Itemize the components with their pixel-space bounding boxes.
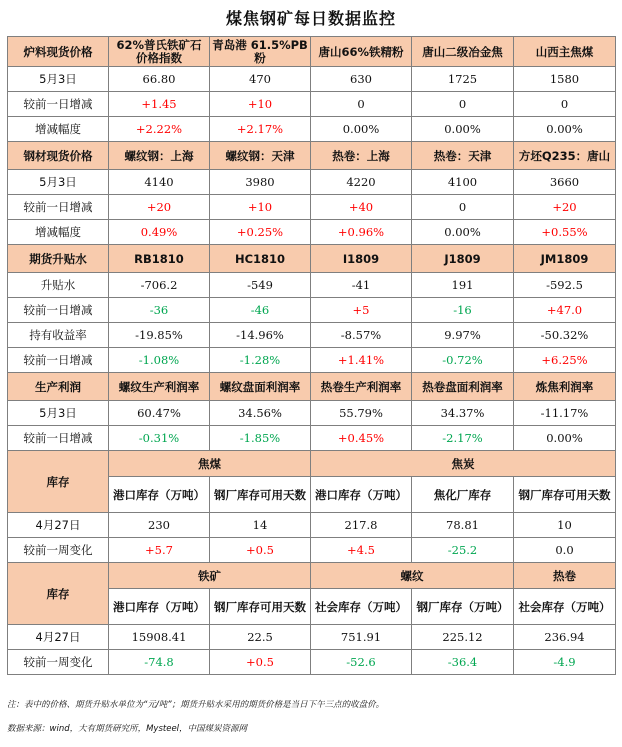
table-row bbox=[8, 117, 616, 142]
value-cell: 22.5 bbox=[210, 625, 311, 650]
value-cell: -0.31% bbox=[109, 426, 210, 451]
value-cell: 191 bbox=[412, 273, 514, 298]
header-cell: 生产利润 bbox=[8, 373, 109, 401]
value-cell: +0.25% bbox=[210, 220, 311, 245]
value-cell: 0.00% bbox=[514, 426, 616, 451]
value-cell: -11.17% bbox=[514, 401, 616, 426]
group-header-rebar: 螺纹 bbox=[311, 563, 514, 589]
value-cell: 0.0 bbox=[514, 538, 616, 563]
row-label: 较前一日增减 bbox=[8, 92, 109, 117]
header-cell: 炉料现货价格 bbox=[8, 37, 109, 67]
section-header-raw bbox=[8, 37, 616, 67]
value-cell: -4.9 bbox=[514, 650, 616, 675]
subheader-cell: 焦化厂库存 bbox=[412, 477, 514, 513]
table-row bbox=[8, 401, 616, 426]
value-cell: +10 bbox=[210, 92, 311, 117]
row-label: 升贴水 bbox=[8, 273, 109, 298]
value-cell: +0.55% bbox=[514, 220, 616, 245]
value-cell: 0 bbox=[311, 92, 412, 117]
header-cell: 期货升贴水 bbox=[8, 245, 109, 273]
inventory-label: 库存 bbox=[8, 451, 109, 513]
value-cell: -36.4 bbox=[412, 650, 514, 675]
value-cell: -1.08% bbox=[109, 348, 210, 373]
value-cell: +20 bbox=[109, 195, 210, 220]
row-label: 增减幅度 bbox=[8, 220, 109, 245]
header-cell: 唐山66%铁精粉 bbox=[311, 37, 412, 67]
value-cell: -706.2 bbox=[109, 273, 210, 298]
row-label: 较前一日增减 bbox=[8, 348, 109, 373]
subheader-cell: 钢厂库存可用天数 bbox=[210, 589, 311, 625]
subheader-cell: 钢厂库存可用天数 bbox=[210, 477, 311, 513]
table-row bbox=[8, 220, 616, 245]
data-monitor-table bbox=[7, 36, 616, 675]
table-row bbox=[8, 426, 616, 451]
table-row bbox=[8, 323, 616, 348]
value-cell: +0.45% bbox=[311, 426, 412, 451]
header-cell: 青岛港 61.5%PB粉 bbox=[210, 37, 311, 67]
value-cell: +20 bbox=[514, 195, 616, 220]
value-cell: -8.57% bbox=[311, 323, 412, 348]
value-cell: 66.80 bbox=[109, 67, 210, 92]
value-cell: 751.91 bbox=[311, 625, 412, 650]
inventory-group-header bbox=[8, 451, 616, 477]
row-label: 增减幅度 bbox=[8, 117, 109, 142]
value-cell: 0.00% bbox=[311, 117, 412, 142]
section-header-profit bbox=[8, 373, 616, 401]
header-cell: RB1810 bbox=[109, 245, 210, 273]
value-cell: 3980 bbox=[210, 170, 311, 195]
section-header-steel bbox=[8, 142, 616, 170]
footnote: 注：表中的价格、期货升贴水单位为“元/吨”；期货升贴水采用的期货价格是当日下午三点的收盘价。 bbox=[7, 700, 385, 710]
value-cell: 78.81 bbox=[412, 513, 514, 538]
header-cell: HC1810 bbox=[210, 245, 311, 273]
row-label: 5月3日 bbox=[8, 67, 109, 92]
value-cell: 4140 bbox=[109, 170, 210, 195]
value-cell: -592.5 bbox=[514, 273, 616, 298]
subheader-cell: 钢厂库存可用天数 bbox=[514, 477, 616, 513]
value-cell: -46 bbox=[210, 298, 311, 323]
value-cell: 3660 bbox=[514, 170, 616, 195]
header-cell: 热卷：天津 bbox=[412, 142, 514, 170]
header-cell: 螺纹钢：上海 bbox=[109, 142, 210, 170]
subheader-cell: 港口库存（万吨） bbox=[109, 477, 210, 513]
value-cell: 225.12 bbox=[412, 625, 514, 650]
group-header-hrc: 热卷 bbox=[514, 563, 616, 589]
table-row bbox=[8, 513, 616, 538]
value-cell: 1725 bbox=[412, 67, 514, 92]
table-row bbox=[8, 538, 616, 563]
value-cell: +47.0 bbox=[514, 298, 616, 323]
value-cell: -74.8 bbox=[109, 650, 210, 675]
row-label: 较前一日增减 bbox=[8, 426, 109, 451]
value-cell: 236.94 bbox=[514, 625, 616, 650]
value-cell: +0.5 bbox=[210, 538, 311, 563]
value-cell: +6.25% bbox=[514, 348, 616, 373]
value-cell: 0.00% bbox=[514, 117, 616, 142]
data-source: 数据来源：wind，大有期货研究所，Mysteel，中国煤炭资源网 bbox=[7, 724, 248, 734]
value-cell: 0 bbox=[514, 92, 616, 117]
row-label: 较前一周变化 bbox=[8, 650, 109, 675]
subheader-cell: 港口库存（万吨） bbox=[109, 589, 210, 625]
row-label: 较前一日增减 bbox=[8, 298, 109, 323]
value-cell: 9.97% bbox=[412, 323, 514, 348]
header-cell: JM1809 bbox=[514, 245, 616, 273]
value-cell: +2.17% bbox=[210, 117, 311, 142]
value-cell: 4220 bbox=[311, 170, 412, 195]
header-cell: 螺纹盘面利润率 bbox=[210, 373, 311, 401]
header-cell: 炼焦利润率 bbox=[514, 373, 616, 401]
value-cell: 230 bbox=[109, 513, 210, 538]
header-cell: J1809 bbox=[412, 245, 514, 273]
value-cell: 0 bbox=[412, 195, 514, 220]
value-cell: 630 bbox=[311, 67, 412, 92]
value-cell: 1580 bbox=[514, 67, 616, 92]
table-row bbox=[8, 298, 616, 323]
value-cell: +5 bbox=[311, 298, 412, 323]
subheader-cell: 港口库存（万吨） bbox=[311, 477, 412, 513]
value-cell: 0 bbox=[412, 92, 514, 117]
group-header-iron-ore: 铁矿 bbox=[109, 563, 311, 589]
table-row bbox=[8, 92, 616, 117]
section-header-futures bbox=[8, 245, 616, 273]
value-cell: -50.32% bbox=[514, 323, 616, 348]
table-row bbox=[8, 625, 616, 650]
header-cell: 螺纹钢：天津 bbox=[210, 142, 311, 170]
value-cell: -52.6 bbox=[311, 650, 412, 675]
row-label: 较前一日增减 bbox=[8, 195, 109, 220]
row-label: 4月27日 bbox=[8, 513, 109, 538]
table-row bbox=[8, 650, 616, 675]
page-title: 煤焦钢矿每日数据监控 bbox=[225, 9, 396, 28]
value-cell: 55.79% bbox=[311, 401, 412, 426]
header-cell: I1809 bbox=[311, 245, 412, 273]
value-cell: 34.37% bbox=[412, 401, 514, 426]
inventory-group-header bbox=[8, 563, 616, 589]
value-cell: +0.5 bbox=[210, 650, 311, 675]
value-cell: +40 bbox=[311, 195, 412, 220]
header-cell: 唐山二级冶金焦 bbox=[412, 37, 514, 67]
group-header-coke: 焦炭 bbox=[311, 451, 616, 477]
value-cell: -41 bbox=[311, 273, 412, 298]
subheader-cell: 社会库存（万吨） bbox=[311, 589, 412, 625]
row-label: 较前一周变化 bbox=[8, 538, 109, 563]
inventory-label: 库存 bbox=[8, 563, 109, 625]
value-cell: -19.85% bbox=[109, 323, 210, 348]
value-cell: 0.00% bbox=[412, 117, 514, 142]
value-cell: +1.41% bbox=[311, 348, 412, 373]
row-label: 持有收益率 bbox=[8, 323, 109, 348]
value-cell: -14.96% bbox=[210, 323, 311, 348]
subheader-cell: 钢厂库存（万吨） bbox=[412, 589, 514, 625]
header-cell: 方坯Q235：唐山 bbox=[514, 142, 616, 170]
value-cell: -0.72% bbox=[412, 348, 514, 373]
value-cell: +1.45 bbox=[109, 92, 210, 117]
header-cell: 热卷：上海 bbox=[311, 142, 412, 170]
value-cell: 15908.41 bbox=[109, 625, 210, 650]
table-row bbox=[8, 273, 616, 298]
value-cell: 217.8 bbox=[311, 513, 412, 538]
header-cell: 钢材现货价格 bbox=[8, 142, 109, 170]
row-label: 5月3日 bbox=[8, 401, 109, 426]
value-cell: -25.2 bbox=[412, 538, 514, 563]
value-cell: -549 bbox=[210, 273, 311, 298]
value-cell: 4100 bbox=[412, 170, 514, 195]
value-cell: -1.85% bbox=[210, 426, 311, 451]
value-cell: 0.00% bbox=[412, 220, 514, 245]
header-cell: 螺纹生产利润率 bbox=[109, 373, 210, 401]
row-label: 4月27日 bbox=[8, 625, 109, 650]
value-cell: -16 bbox=[412, 298, 514, 323]
header-cell: 热卷盘面利润率 bbox=[412, 373, 514, 401]
group-header-coking-coal: 焦煤 bbox=[109, 451, 311, 477]
value-cell: +4.5 bbox=[311, 538, 412, 563]
table-row bbox=[8, 348, 616, 373]
value-cell: -36 bbox=[109, 298, 210, 323]
subheader-cell: 社会库存（万吨） bbox=[514, 589, 616, 625]
value-cell: +10 bbox=[210, 195, 311, 220]
value-cell: -2.17% bbox=[412, 426, 514, 451]
table-row bbox=[8, 170, 616, 195]
table-row bbox=[8, 67, 616, 92]
value-cell: +5.7 bbox=[109, 538, 210, 563]
header-cell: 热卷生产利润率 bbox=[311, 373, 412, 401]
header-cell: 62%普氏铁矿石价格指数 bbox=[109, 37, 210, 67]
value-cell: 60.47% bbox=[109, 401, 210, 426]
value-cell: 34.56% bbox=[210, 401, 311, 426]
value-cell: +2.22% bbox=[109, 117, 210, 142]
header-cell: 山西主焦煤 bbox=[514, 37, 616, 67]
value-cell: 10 bbox=[514, 513, 616, 538]
table-row bbox=[8, 195, 616, 220]
value-cell: 14 bbox=[210, 513, 311, 538]
value-cell: 0.49% bbox=[109, 220, 210, 245]
row-label: 5月3日 bbox=[8, 170, 109, 195]
value-cell: +0.96% bbox=[311, 220, 412, 245]
value-cell: -1.28% bbox=[210, 348, 311, 373]
value-cell: 470 bbox=[210, 67, 311, 92]
